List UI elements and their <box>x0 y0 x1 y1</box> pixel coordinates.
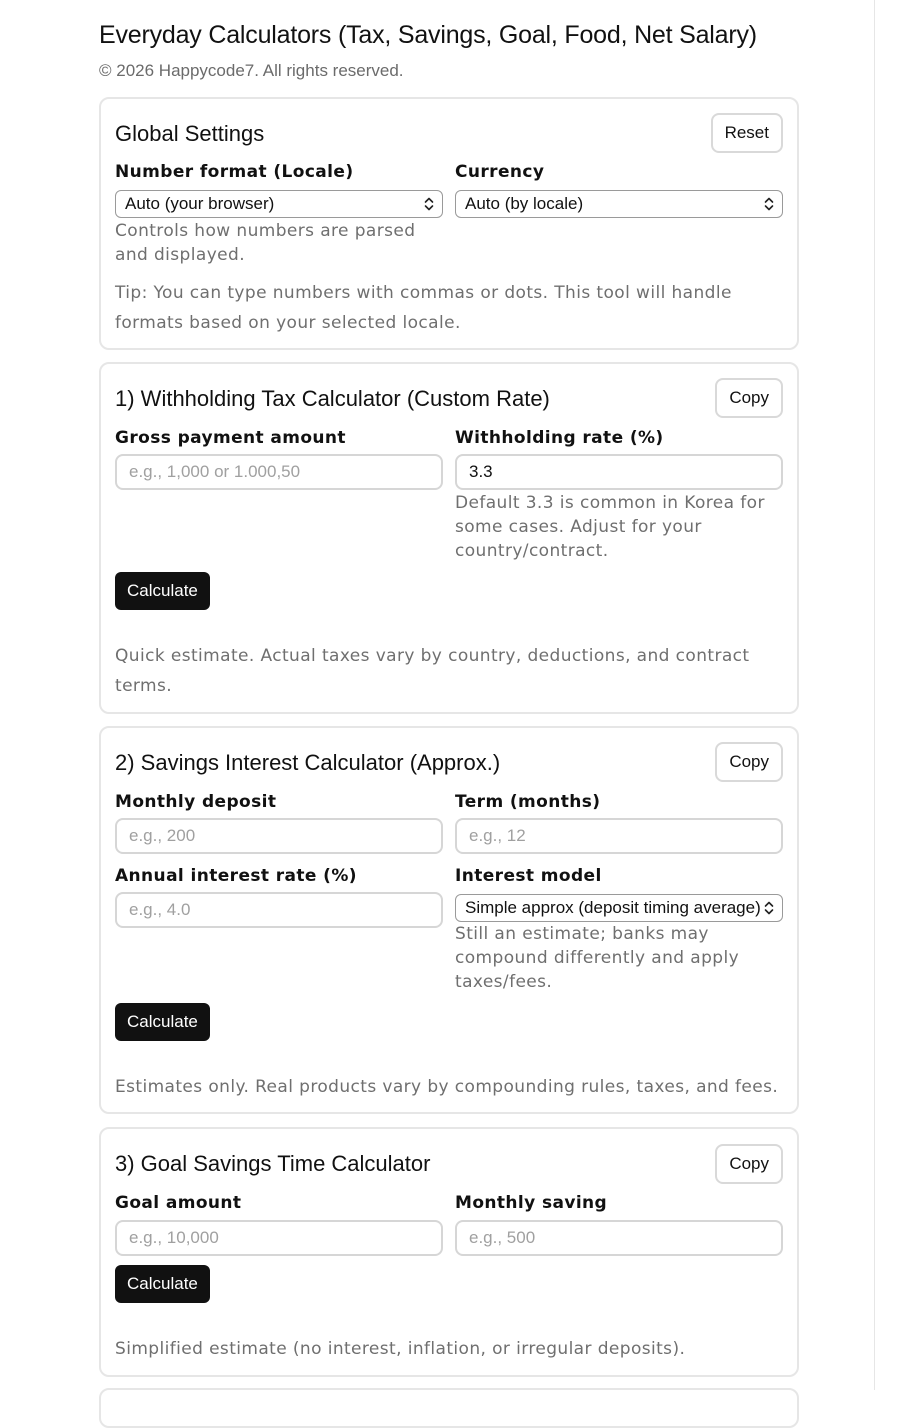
locale-hint: Controls how numbers are parsed and displayed. <box>115 221 416 265</box>
select-chevron-icon <box>764 194 774 214</box>
savings-interest-note: Estimates only. Real products vary by compounding rules, taxes, and fees. <box>115 1077 779 1097</box>
currency-select-value: Auto (by locale) <box>465 194 584 213</box>
term-months-input[interactable] <box>455 818 783 854</box>
withholding-tax-card <box>99 362 799 714</box>
copy-button[interactable]: Copy <box>715 1144 783 1184</box>
withholding-rate-input[interactable] <box>455 454 783 490</box>
global-tip: Tip: You can type numbers with commas or dots. This tool will handle formats based on your selected locale. <box>115 283 732 333</box>
goal-savings-title: 3) Goal Savings Time Calculator <box>115 1151 431 1176</box>
annual-rate-label: Annual interest rate (%) <box>115 866 357 886</box>
term-months-label: Term (months) <box>455 792 601 812</box>
monthly-saving-label: Monthly saving <box>455 1193 608 1213</box>
calculate-button[interactable]: Calculate <box>115 572 210 610</box>
interest-model-select-value: Simple approx (deposit timing average) <box>465 898 761 917</box>
locale-select-value: Auto (your browser) <box>125 194 275 213</box>
scrollbar-track[interactable] <box>874 0 875 1390</box>
annual-rate-input[interactable] <box>115 892 443 928</box>
currency-label: Currency <box>455 162 545 182</box>
global-settings-title: Global Settings <box>115 121 265 146</box>
withholding-tax-title: 1) Withholding Tax Calculator (Custom Rate) <box>115 386 550 411</box>
goal-amount-label: Goal amount <box>115 1193 242 1213</box>
withholding-tax-note: Quick estimate. Actual taxes vary by country, deductions, and contract terms. <box>115 646 750 696</box>
monthly-deposit-label: Monthly deposit <box>115 792 277 812</box>
interest-model-hint: Still an estimate; banks may compound differently and apply taxes/fees. <box>455 924 740 992</box>
withholding-rate-hint: Default 3.3 is common in Korea for some cases. Adjust for your country/contract. <box>455 493 765 561</box>
calculate-button[interactable]: Calculate <box>115 1003 210 1041</box>
interest-model-select[interactable] <box>455 894 783 922</box>
locale-select[interactable] <box>115 190 443 218</box>
copy-button[interactable]: Copy <box>715 378 783 418</box>
page-title: Everyday Calculators (Tax, Savings, Goal, Food, Net Salary) <box>99 21 757 49</box>
goal-savings-note: Simplified estimate (no interest, inflation, or irregular deposits). <box>115 1339 686 1359</box>
interest-model-label: Interest model <box>455 866 602 886</box>
reset-button[interactable]: Reset <box>711 113 783 153</box>
next-calculator-card <box>99 1388 799 1428</box>
locale-label: Number format (Locale) <box>115 162 354 182</box>
goal-amount-input[interactable] <box>115 1220 443 1256</box>
currency-select[interactable] <box>455 190 783 218</box>
monthly-saving-input[interactable] <box>455 1220 783 1256</box>
global-settings-card <box>99 97 799 350</box>
goal-savings-card <box>99 1127 799 1377</box>
select-chevron-icon <box>764 898 774 918</box>
gross-amount-label: Gross payment amount <box>115 428 346 448</box>
savings-interest-title: 2) Savings Interest Calculator (Approx.) <box>115 750 501 775</box>
monthly-deposit-input[interactable] <box>115 818 443 854</box>
savings-interest-card <box>99 726 799 1114</box>
copy-button[interactable]: Copy <box>715 742 783 782</box>
calculate-button[interactable]: Calculate <box>115 1265 210 1303</box>
copyright-text: © 2026 Happycode7. All rights reserved. <box>99 61 404 80</box>
select-chevron-icon <box>424 194 434 214</box>
gross-amount-input[interactable] <box>115 454 443 490</box>
withholding-rate-label: Withholding rate (%) <box>455 428 664 448</box>
